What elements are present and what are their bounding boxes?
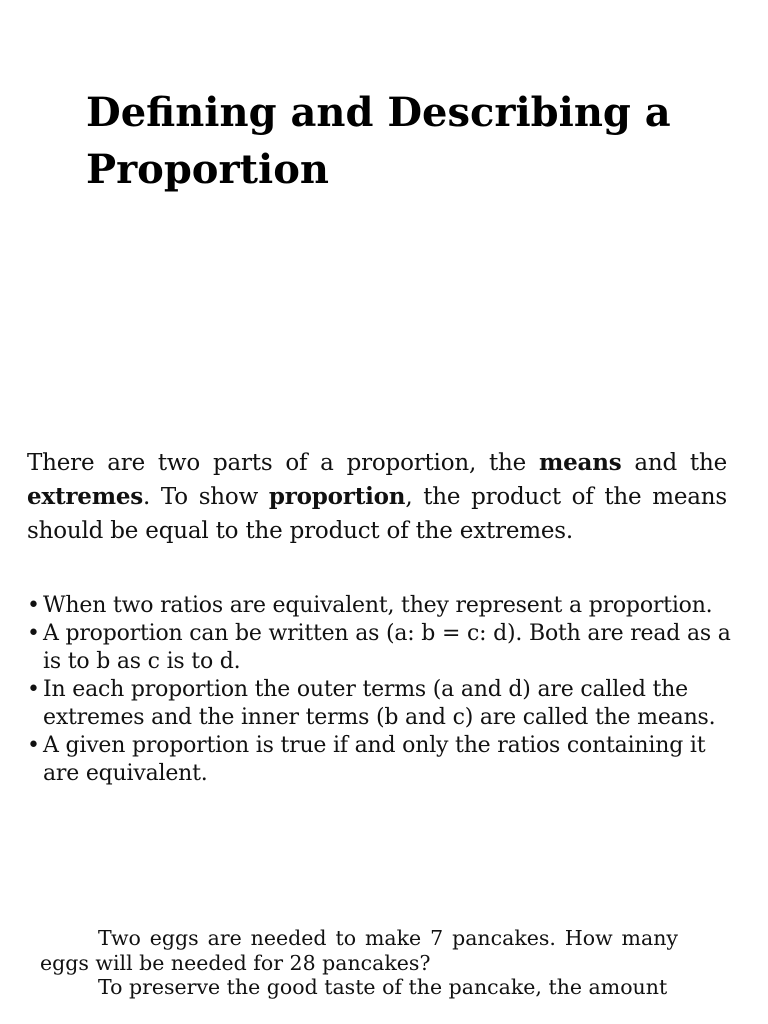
bullet-icon: • — [27, 621, 40, 646]
intro-text-2: and the — [621, 450, 727, 476]
list-item — [27, 592, 737, 620]
intro-text-1: There are two parts of a proportion, the — [27, 450, 539, 476]
list-item — [27, 620, 737, 676]
bullet-list — [27, 592, 737, 788]
intro-text-3: . To show — [143, 484, 269, 510]
term-extremes: extremes — [27, 483, 144, 510]
bullet-icon: • — [27, 593, 40, 618]
bullet-text: When two ratios are equivalent, they represent a proportion. — [43, 593, 713, 618]
problem-paragraph-1: Two eggs are needed to make 7 pancakes. How many eggs will be needed for 28 pancakes? — [40, 926, 678, 975]
bullet-text: A proportion can be written as (a: b = c: d). Both are read as a is to b as c is to d. — [43, 621, 731, 674]
title-line-1: Defining and Describing a — [86, 89, 671, 136]
list-item — [27, 676, 737, 732]
term-proportion: proportion — [268, 483, 406, 510]
title-line-2: Proportion — [86, 146, 329, 193]
bullet-text: A given proportion is true if and only the ratios containing it are equivalent. — [43, 733, 706, 786]
page-title — [86, 84, 726, 198]
word-problem — [40, 926, 678, 1000]
intro-text-4: , the product of the means should be equal to the product of the extremes. — [27, 484, 727, 544]
intro-paragraph — [27, 446, 727, 548]
term-means: means — [538, 449, 622, 476]
list-item — [27, 732, 737, 788]
bullet-icon: • — [27, 733, 40, 758]
bullet-text: In each proportion the outer terms (a and d) are called the extremes and the inner terms (b and c) are called the means. — [43, 677, 716, 730]
bullet-icon: • — [27, 677, 40, 702]
problem-paragraph-2: To preserve the good taste of the pancake, the amount — [98, 975, 668, 999]
